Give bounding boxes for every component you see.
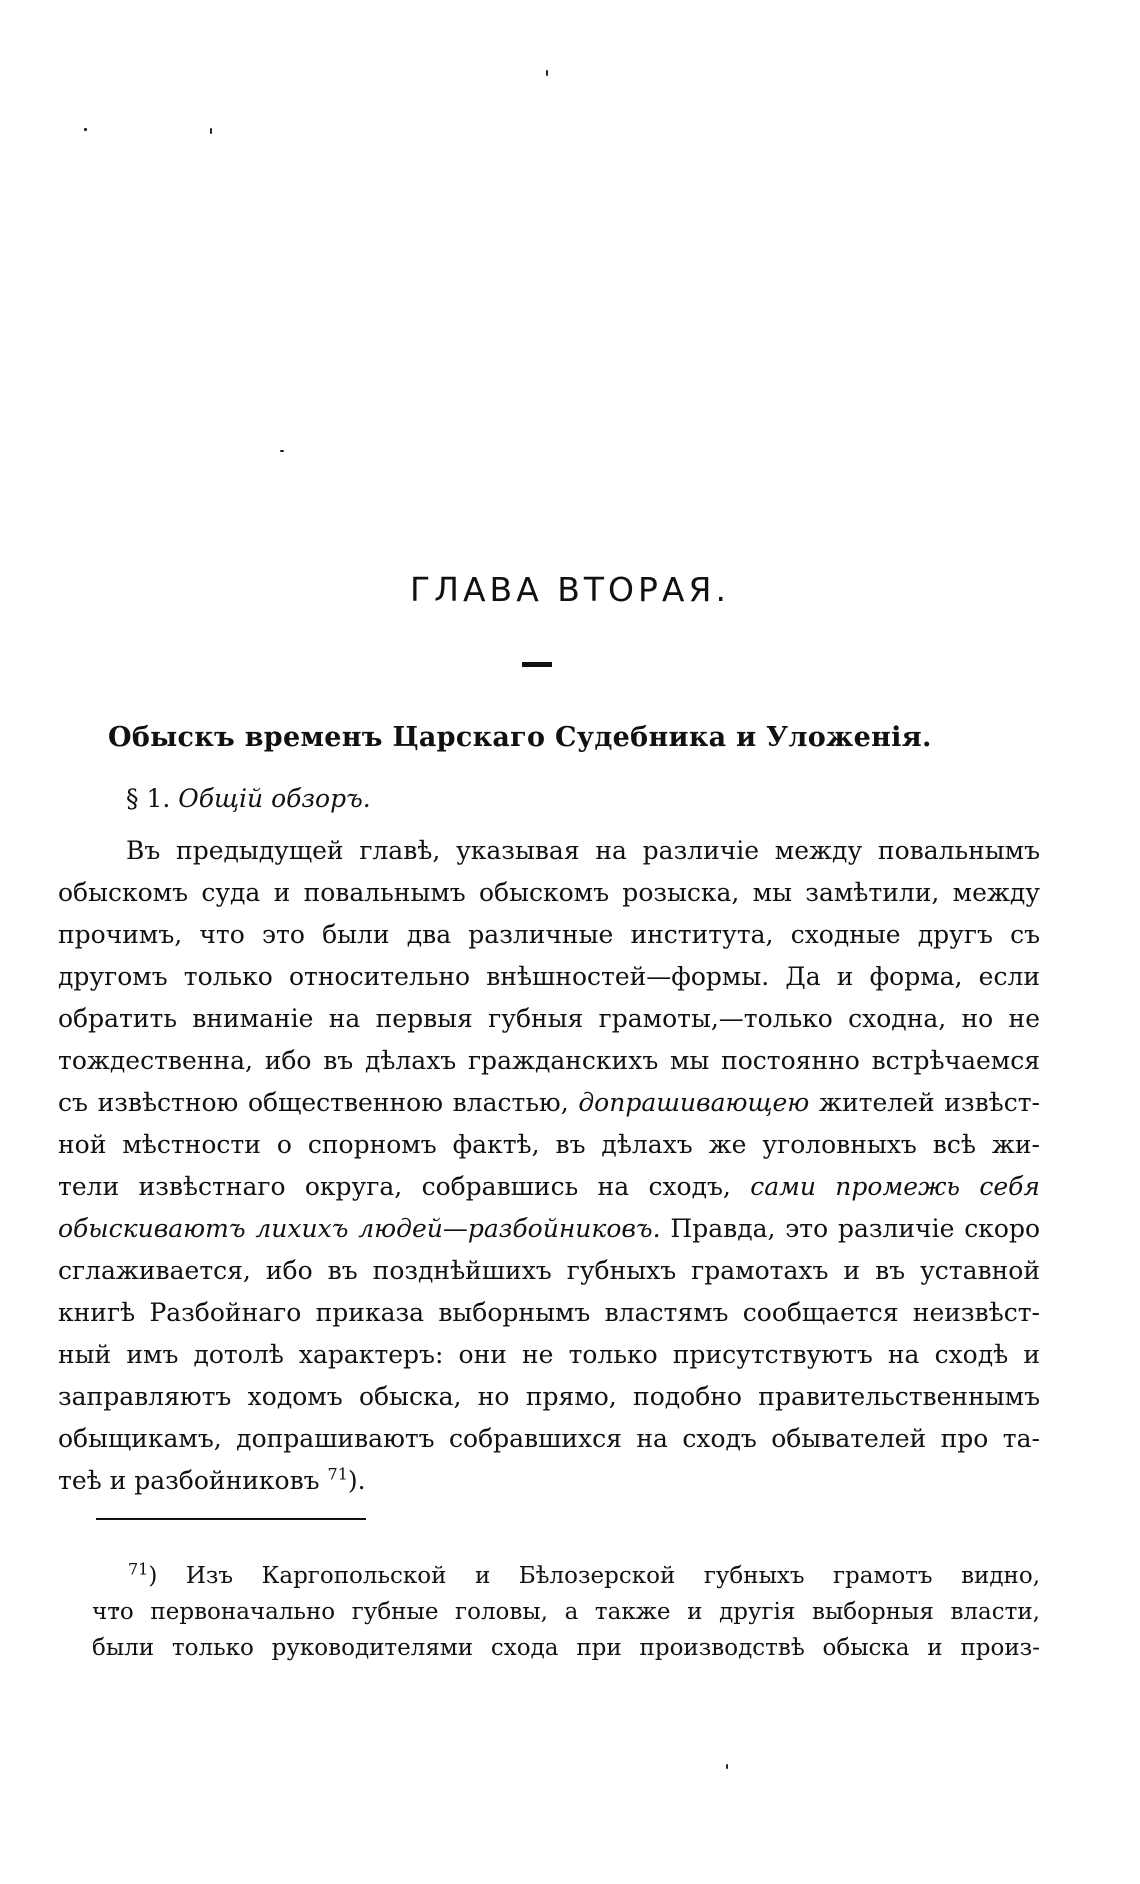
chapter-subtitle: Обыскъ временъ Царскаго Судебника и Уложенія. [108, 722, 932, 753]
italic-phrase: допрашивающею [578, 1088, 810, 1117]
body-line: заправляютъ ходомъ обыска, но прямо, подобно правительственнымъ [58, 1382, 1040, 1411]
body-line: тождественна, ибо въ дѣлахъ гражданскихъ мы постоянно встрѣчаемся [58, 1046, 1040, 1075]
body-line: Въ предыдущей главѣ, указывая на различіе между повальнымъ [126, 836, 1040, 865]
body-line: сглаживается, ибо въ позднѣйшихъ губныхъ грамотахъ и въ уставной [58, 1256, 1040, 1285]
print-speck [726, 1764, 728, 1769]
print-speck [210, 128, 212, 134]
footnote-marker: 71 [128, 1559, 149, 1579]
body-line: ный имъ дотолѣ характеръ: они не только присутствуютъ на сходѣ и [58, 1340, 1040, 1369]
italic-phrase: обыскиваютъ лихихъ людей—разбойниковъ. [58, 1214, 661, 1243]
chapter-dash [522, 662, 552, 667]
body-line: обыскиваютъ лихихъ людей—разбойниковъ. Правда, это различіе скоро [58, 1214, 1040, 1243]
body-line: тели извѣстнаго округа, собравшись на сходъ, сами промежь себя [58, 1172, 1040, 1201]
body-line: другомъ только относительно внѣшностей—формы. Да и форма, если [58, 962, 1040, 991]
print-speck [546, 70, 548, 76]
section-name: Общій обзоръ. [178, 784, 371, 813]
body-line: обыщикамъ, допрашиваютъ собравшихся на сходъ обывателей про та- [58, 1424, 1040, 1453]
footnote-line: что первоначально губные головы, а также и другія выборныя власти, [92, 1599, 1040, 1625]
body-line: обыскомъ суда и повальнымъ обыскомъ розыска, мы замѣтили, между [58, 878, 1040, 907]
section-heading [126, 784, 371, 813]
section-number: § 1. [126, 784, 171, 813]
body-line: ной мѣстности о спорномъ фактѣ, въ дѣлахъ же уголовныхъ всѣ жи- [58, 1130, 1040, 1159]
body-line: прочимъ, что это были два различные института, сходные другъ съ [58, 920, 1040, 949]
footnote-line: были только руководителями схода при производствѣ обыска и произ- [92, 1635, 1040, 1661]
footnote-reference: 71 [327, 1464, 348, 1484]
chapter-title: ГЛАВА ВТОРАЯ. [410, 570, 730, 609]
body-line: съ извѣстною общественною властью, допрашивающею жителей извѣст- [58, 1088, 1040, 1117]
print-speck [84, 128, 87, 131]
italic-phrase: сами промежь себя [750, 1172, 1040, 1201]
body-line: обратить вниманіе на первыя губныя грамоты,—только сходна, но не [58, 1004, 1040, 1033]
footnote-line: $^{71}$) Изъ Каргопольской и Бѣлозерской губныхъ грамотъ видно, [128, 1559, 1040, 1589]
body-line: книгѣ Разбойнаго приказа выборнымъ властямъ сообщается неизвѣст- [58, 1298, 1040, 1327]
print-speck [280, 450, 284, 452]
footnote-rule [96, 1518, 366, 1520]
body-line: теѣ и разбойниковъ $^{71}$). [58, 1464, 366, 1495]
